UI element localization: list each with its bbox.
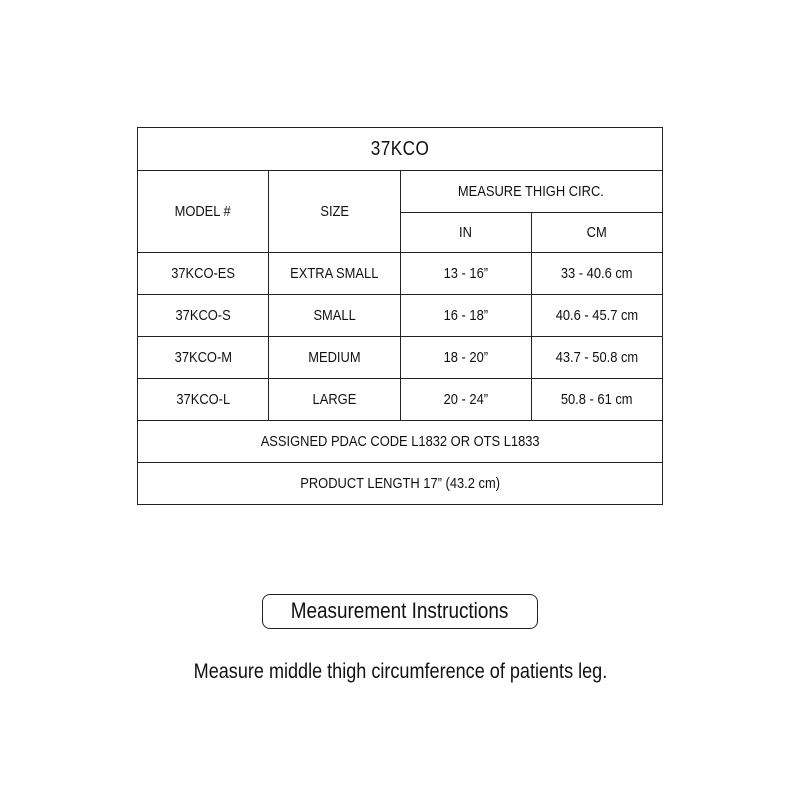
- cell-model: 37KCO-S: [138, 295, 269, 337]
- cell-model: 37KCO-M: [138, 337, 269, 379]
- instructions-heading: Measurement Instructions: [262, 594, 537, 629]
- table-title: 37KCO: [138, 128, 663, 171]
- header-measure: MEASURE THIGH CIRC.: [400, 171, 663, 213]
- cell-size: EXTRA SMALL: [269, 253, 400, 295]
- table-row: [138, 379, 663, 421]
- cell-in: 13 - 16”: [400, 253, 531, 295]
- cell-in: 16 - 18”: [400, 295, 531, 337]
- size-chart: [137, 127, 663, 514]
- instructions-heading-wrap: [0, 594, 800, 629]
- table-row: [138, 295, 663, 337]
- cell-cm: 43.7 - 50.8 cm: [531, 337, 662, 379]
- header-size: SIZE: [269, 171, 400, 253]
- cell-cm: 50.8 - 61 cm: [531, 379, 662, 421]
- cell-size: LARGE: [269, 379, 400, 421]
- table-row: [138, 337, 663, 379]
- cell-model: 37KCO-L: [138, 379, 269, 421]
- cell-in: 18 - 20”: [400, 337, 531, 379]
- header-model: MODEL #: [138, 171, 269, 253]
- instructions-text: Measure middle thigh circumference of patients leg.: [193, 660, 607, 683]
- table-row: [138, 253, 663, 295]
- cell-model: 37KCO-ES: [138, 253, 269, 295]
- header-in: IN: [400, 213, 531, 253]
- cell-size: MEDIUM: [269, 337, 400, 379]
- cell-in: 20 - 24”: [400, 379, 531, 421]
- cell-size: SMALL: [269, 295, 400, 337]
- product-length: PRODUCT LENGTH 17” (43.2 cm): [138, 463, 663, 505]
- header-cm: CM: [531, 213, 662, 253]
- cell-cm: 40.6 - 45.7 cm: [531, 295, 662, 337]
- cell-cm: 33 - 40.6 cm: [531, 253, 662, 295]
- pdac-code: ASSIGNED PDAC CODE L1832 OR OTS L1833: [138, 421, 663, 463]
- size-table: [137, 127, 663, 505]
